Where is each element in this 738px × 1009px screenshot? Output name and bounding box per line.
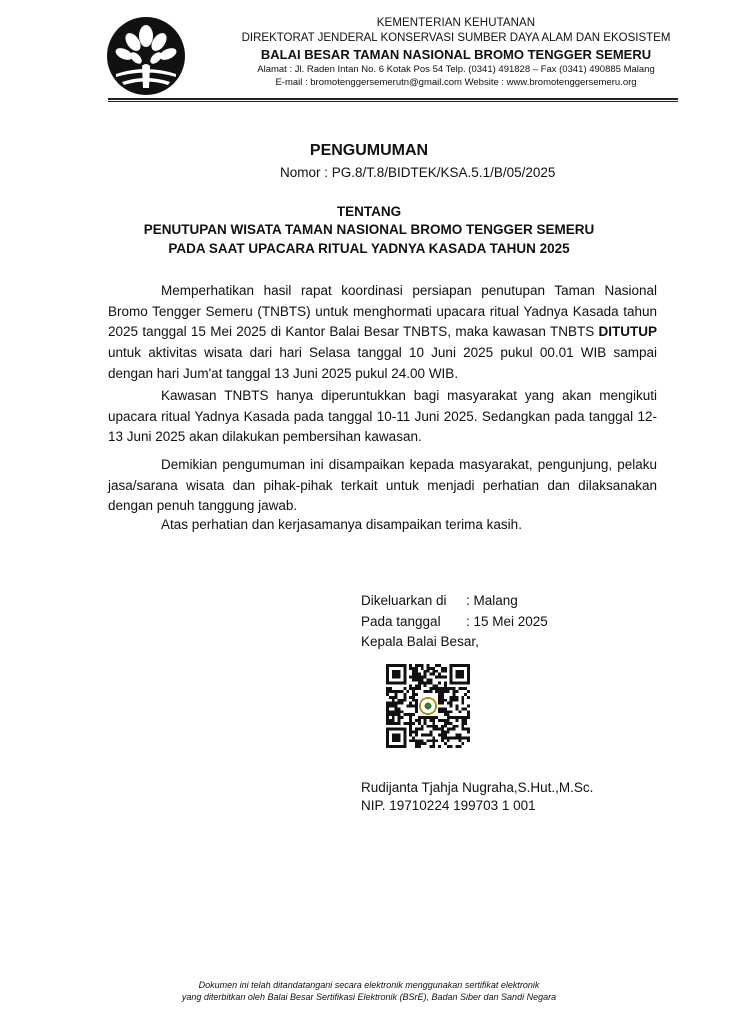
- paragraph-4-text: Atas perhatian dan kerjasamanya disampaikan terima kasih.: [161, 517, 522, 532]
- signature-block: [361, 591, 548, 653]
- paragraph-3-text: Demikian pengumuman ini disampaikan kepada masyarakat, pengunjung, pelaku jasa/sarana wisata dan pihak-pihak terkait untuk menjadi perhatian dan dilaksanakan dengan penuh tanggung jawab.: [108, 457, 657, 514]
- letterhead-divider: [108, 98, 678, 100]
- e-signature-footer: [0, 979, 738, 1003]
- paragraph-2-text: Kawasan TNBTS hanya diperuntukkan bagi masyarakat yang akan mengikuti upacara ritual Yadnya Kasada pada tanggal 10-11 Juni 2025. Sedangkan pada tanggal 12-13 Juni 2025 akan dilakukan pembersihan kawasan.: [108, 388, 657, 445]
- footer-line-1: Dokumen ini telah ditandatangani secara elektronik menggunakan sertifikat elektronik: [198, 980, 540, 990]
- document-title: PENGUMUMAN: [309, 142, 429, 159]
- ministry-name: KEMENTERIAN KEHUTANAN: [376, 17, 536, 29]
- issued-place-value: : Malang: [466, 593, 518, 608]
- signer-name: Rudijanta Tjahja Nugraha,S.Hut.,M.Sc.: [361, 780, 594, 795]
- directorate-name: DIREKTORAT JENDERAL KONSERVASI SUMBER DAYA ALAM DAN EKOSISTEM: [241, 32, 671, 44]
- paragraph-2: [108, 386, 657, 448]
- subject-line-1: PENUTUPAN WISATA TAMAN NASIONAL BROMO TENGGER SEMERU: [143, 222, 595, 237]
- paragraph-1: [108, 281, 657, 385]
- office-name: BALAI BESAR TAMAN NASIONAL BROMO TENGGER SEMERU: [260, 47, 652, 62]
- footer-line-2: yang diterbitkan oleh Balai Besar Sertifikasi Elektronik (BSrE), Badan Siber dan Sandi Negara: [181, 992, 557, 1002]
- about-label: TENTANG: [336, 204, 402, 219]
- office-address: Alamat : Jl. Raden Intan No. 6 Kotak Pos 54 Telp. (0341) 491828 – Fax (0341) 490885 Malang: [257, 64, 655, 75]
- closed-emphasis: DITUTUP: [598, 324, 657, 340]
- letterhead: [196, 16, 716, 89]
- paragraph-3: [108, 455, 657, 517]
- issued-place-label: Dikeluarkan di: [361, 593, 447, 608]
- office-contact: E-mail : bromotenggersemerutn@gmail.com Website : www.bromotenggersemeru.org: [275, 77, 637, 88]
- issued-date-value: : 15 Mei 2025: [466, 613, 548, 629]
- signature-qr-code: [386, 664, 470, 748]
- issued-date-label: Pada tanggal: [361, 613, 441, 629]
- paragraph-1-text: Memperhatikan hasil rapat koordinasi persiapan penutupan Taman Nasional Bromo Tengger Semeru (TNBTS) untuk menghormati upacara ritual Yadnya Kasada tahun 2025 tanggal 15 Mei 2025 di Kantor Balai Besar TNBTS, maka kawasan TNBTS: [108, 283, 657, 340]
- paragraph-4: [108, 515, 657, 536]
- signer-position: Kepala Balai Besar,: [361, 634, 479, 650]
- document-number: Nomor : PG.8/T.8/BIDTEK/KSA.5.1/B/05/2025: [280, 165, 556, 180]
- ministry-logo: [106, 16, 186, 96]
- issued-date-row: [361, 612, 548, 633]
- subject-line-2: PADA SAAT UPACARA RITUAL YADNYA KASADA TAHUN 2025: [168, 241, 570, 256]
- signer-info: [361, 779, 593, 815]
- letterhead-divider-thin: [108, 101, 678, 102]
- paragraph-1-text-end: untuk aktivitas wisata dari hari Selasa tanggal 10 Juni 2025 pukul 00.01 WIB sampai dengan hari Jum'at tanggal 13 Juni 2025 pukul 24.00 WIB.: [108, 345, 657, 381]
- signer-nip: NIP. 19710224 199703 1 001: [361, 798, 536, 813]
- issued-place-row: [361, 591, 548, 612]
